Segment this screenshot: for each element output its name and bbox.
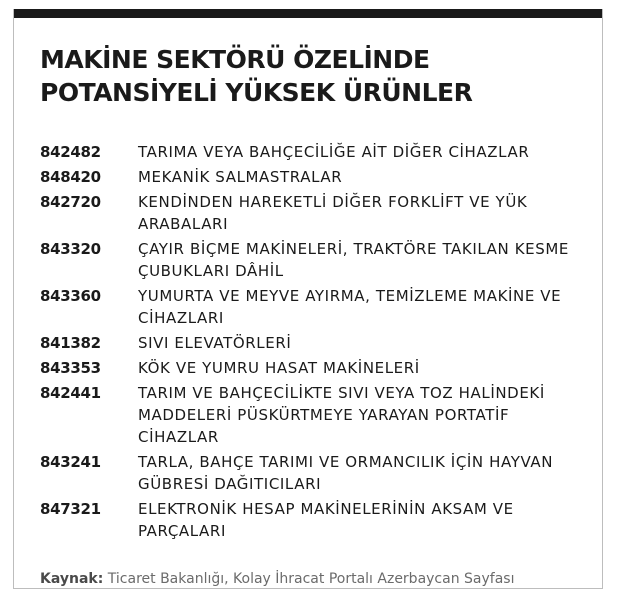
product-description: YUMURTA VE MEYVE AYIRMA, TEMİZLEME MAKİNE VE CİHAZLARI [138,287,562,327]
top-rule [14,9,602,18]
list-item [40,285,600,329]
product-code: 842720 [40,193,101,211]
list-item [40,357,600,379]
product-code: 843320 [40,240,101,258]
product-description: ÇAYIR BİÇME MAKİNELERİ, TRAKTÖRE TAKILAN KESME ÇUBUKLARI DÂHİL [138,240,569,280]
list-item [40,498,600,542]
product-description: KENDİNDEN HAREKETLİ DİĞER FORKLİFT VE YÜK ARABALARI [138,193,528,233]
product-code: 843241 [40,453,101,471]
list-item [40,332,600,354]
list-item [40,141,600,163]
list-item [40,166,600,188]
product-code: 843353 [40,359,101,377]
infobox-title [40,43,600,109]
product-code: 841382 [40,334,101,352]
product-code: 842482 [40,143,101,161]
product-description: MEKANİK SALMASTRALAR [138,168,343,186]
title-line-1: MAKİNE SEKTÖRÜ ÖZELİNDE [40,45,430,74]
product-description: KÖK VE YUMRU HASAT MAKİNELERİ [138,359,420,377]
source-label: Kaynak: [40,571,104,587]
product-code: 847321 [40,500,101,518]
title-line-2: POTANSİYELİ YÜKSEK ÜRÜNLER [40,78,473,107]
source-text: Ticaret Bakanlığı, Kolay İhracat Portalı Azerbaycan Sayfası [103,571,515,587]
list-item [40,451,600,495]
product-description: TARLA, BAHÇE TARIMI VE ORMANCILIK İÇİN HAYVAN GÜBRESİ DAĞITICILARI [138,453,554,493]
product-description: TARIM VE BAHÇECİLİKTE SIVI VEYA TOZ HALİNDEKİ MADDELERİ PÜSKÜRTMEYE YARAYAN PORTATİF CİHAZLAR [138,384,545,446]
product-description: ELEKTRONİK HESAP MAKİNELERİNİN AKSAM VE PARÇALARI [138,500,514,540]
source-note [40,569,514,589]
product-description: TARIMA VEYA BAHÇECİLİĞE AİT DİĞER CİHAZLAR [138,143,530,161]
infobox [13,9,603,589]
list-item [40,382,600,448]
list-item [40,238,600,282]
product-description: SIVI ELEVATÖRLERİ [138,334,292,352]
list-item [40,191,600,235]
product-list [40,141,600,545]
product-code: 843360 [40,287,101,305]
product-code: 842441 [40,384,101,402]
product-code: 848420 [40,168,101,186]
